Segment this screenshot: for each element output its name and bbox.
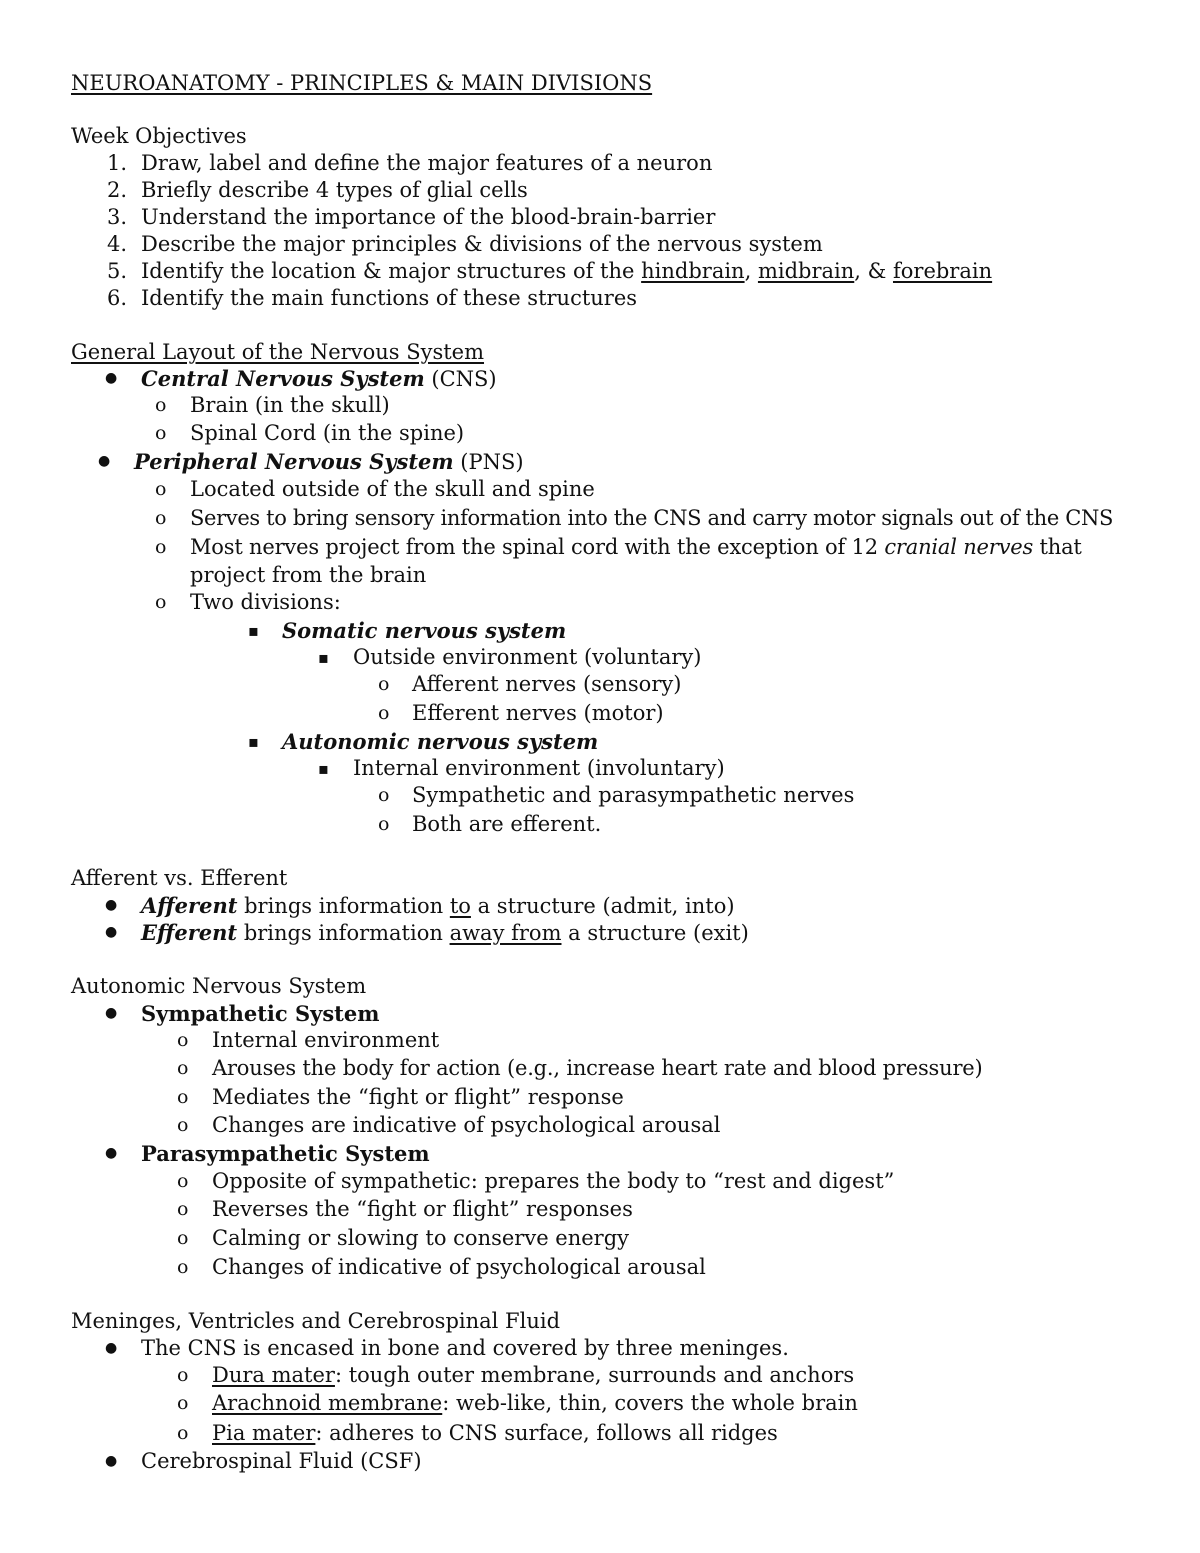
objective-text: Describe the major principles & divisions of the nervous system <box>141 232 823 256</box>
parasympathetic-subitem: Changes of indicative of psychological arousal <box>212 1255 706 1279</box>
pns-subitem: Located outside of the skull and spine <box>190 477 595 501</box>
autonomic-environment: Internal environment (involuntary) <box>353 756 725 780</box>
cns-subitem: Brain (in the skull) <box>190 393 390 417</box>
somatic-subitem: Efferent nerves (motor) <box>412 701 664 725</box>
bullet-icon: ● <box>98 453 111 469</box>
circle-bullet-icon: o <box>177 1170 189 1192</box>
circle-bullet-icon: o <box>155 507 167 529</box>
autonomic-term: Autonomic nervous system <box>282 729 599 754</box>
parasympathetic-term: Parasympathetic System <box>141 1141 430 1166</box>
objective-text: Briefly describe 4 types of glial cells <box>141 178 528 202</box>
efferent-definition: Efferent brings information away from a structure (exit) <box>141 920 749 945</box>
sympathetic-subitem: Changes are indicative of psychological arousal <box>212 1113 721 1137</box>
parasympathetic-subitem: Calming or slowing to conserve energy <box>212 1226 630 1250</box>
pns-item: Peripheral Nervous System (PNS) <box>134 449 524 474</box>
page-title: NEUROANATOMY - PRINCIPLES & MAIN DIVISIONS <box>71 71 653 95</box>
somatic-term: Somatic nervous system <box>282 618 567 643</box>
objective-number: 4. <box>107 232 128 256</box>
circle-bullet-icon: o <box>177 1114 189 1136</box>
circle-bullet-icon: o <box>155 591 167 613</box>
objective-number: 2. <box>107 178 128 202</box>
circle-bullet-icon: o <box>378 673 390 695</box>
afferent-definition: Afferent brings information to a structure (admit, into) <box>141 893 735 918</box>
meninges-layer: Dura mater: tough outer membrane, surrounds and anchors <box>212 1363 855 1387</box>
meninges-layer: Arachnoid membrane: web-like, thin, covers the whole brain <box>212 1391 858 1415</box>
autonomic-subitem: Both are efferent. <box>412 812 602 836</box>
bullet-icon: ● <box>105 924 118 940</box>
objective-text: Draw, label and define the major features of a neuron <box>141 151 713 175</box>
cns-subitem: Spinal Cord (in the spine) <box>190 421 465 445</box>
afferent-efferent-heading: Afferent vs. Efferent <box>71 866 288 890</box>
circle-bullet-icon: o <box>177 1198 189 1220</box>
bullet-icon: ● <box>105 897 118 913</box>
sympathetic-term: Sympathetic System <box>141 1001 380 1026</box>
pns-subitem: Most nerves project from the spinal cord with the exception of 12 cranial nerves that <box>190 535 1082 559</box>
circle-bullet-icon: o <box>378 784 390 806</box>
meninges-intro: The CNS is encased in bone and covered by three meninges. <box>141 1336 789 1360</box>
sympathetic-subitem: Internal environment <box>212 1028 440 1052</box>
bullet-icon: ● <box>105 1145 118 1161</box>
circle-bullet-icon: o <box>155 422 167 444</box>
bullet-icon: ● <box>105 1005 118 1021</box>
ans-heading: Autonomic Nervous System <box>71 974 367 998</box>
bullet-icon: ● <box>105 1340 118 1356</box>
somatic-environment: Outside environment (voluntary) <box>353 645 702 669</box>
bullet-icon: ● <box>105 370 118 386</box>
circle-bullet-icon: o <box>177 1392 189 1414</box>
circle-bullet-icon: o <box>155 394 167 416</box>
pns-subitem-continued: project from the brain <box>190 563 427 587</box>
circle-bullet-icon: o <box>378 813 390 835</box>
circle-bullet-icon: o <box>155 478 167 500</box>
objective-number: 6. <box>107 286 128 310</box>
objective-text: Identify the location & major structures of the hindbrain, midbrain, & forebrain <box>141 259 993 283</box>
objective-number: 3. <box>107 205 128 229</box>
objective-number: 5. <box>107 259 128 283</box>
objective-number: 1. <box>107 151 128 175</box>
circle-bullet-icon: o <box>177 1086 189 1108</box>
circle-bullet-icon: o <box>155 536 167 558</box>
layout-heading: General Layout of the Nervous System <box>71 340 485 364</box>
objectives-heading: Week Objectives <box>71 124 247 148</box>
objective-text: Understand the importance of the blood-brain-barrier <box>141 205 716 229</box>
meninges-layer: Pia mater: adheres to CNS surface, follows all ridges <box>212 1421 778 1445</box>
midbrain-term: midbrain <box>757 259 855 283</box>
circle-bullet-icon: o <box>177 1256 189 1278</box>
square-bullet-icon: ▪ <box>318 759 329 778</box>
square-bullet-icon: ▪ <box>248 621 259 640</box>
cns-item: Central Nervous System (CNS) <box>141 366 497 391</box>
objective-text: Identify the main functions of these structures <box>141 286 638 310</box>
circle-bullet-icon: o <box>378 702 390 724</box>
square-bullet-icon: ▪ <box>318 648 329 667</box>
square-bullet-icon: ▪ <box>248 732 259 751</box>
parasympathetic-subitem: Opposite of sympathetic: prepares the body to “rest and digest” <box>212 1169 895 1193</box>
sympathetic-subitem: Mediates the “fight or flight” response <box>212 1085 624 1109</box>
pns-subitem: Two divisions: <box>190 590 341 614</box>
sympathetic-subitem: Arouses the body for action (e.g., increase heart rate and blood pressure) <box>212 1056 983 1080</box>
meninges-heading: Meninges, Ventricles and Cerebrospinal Fluid <box>71 1309 561 1333</box>
circle-bullet-icon: o <box>177 1422 189 1444</box>
somatic-subitem: Afferent nerves (sensory) <box>412 672 682 696</box>
autonomic-subitem: Sympathetic and parasympathetic nerves <box>412 783 855 807</box>
circle-bullet-icon: o <box>177 1227 189 1249</box>
circle-bullet-icon: o <box>177 1029 189 1051</box>
bullet-icon: ● <box>105 1453 118 1469</box>
circle-bullet-icon: o <box>177 1364 189 1386</box>
forebrain-term: forebrain <box>892 259 993 283</box>
pns-subitem: Serves to bring sensory information into the CNS and carry motor signals out of the CNS <box>190 506 1113 530</box>
parasympathetic-subitem: Reverses the “fight or flight” responses <box>212 1197 633 1221</box>
hindbrain-term: hindbrain <box>641 259 745 283</box>
circle-bullet-icon: o <box>177 1057 189 1079</box>
csf-item: Cerebrospinal Fluid (CSF) <box>141 1449 422 1473</box>
